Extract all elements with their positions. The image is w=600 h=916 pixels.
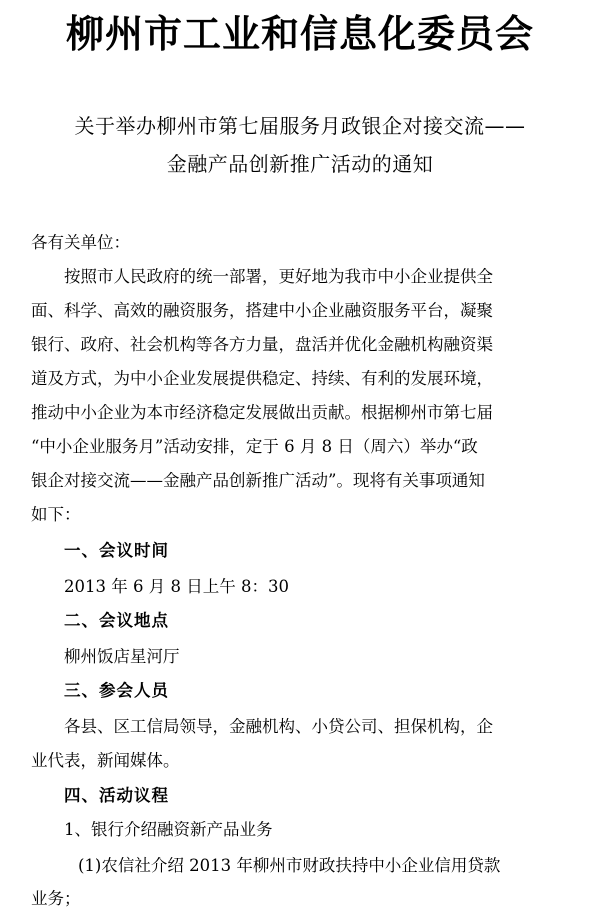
intro-paragraph-line: 按照市人民政府的统一部署，更好地为我市中小企业提供全 xyxy=(64,267,493,286)
issuing-organization-header: 柳州市工业和信息化委员会 xyxy=(65,12,534,56)
intro-paragraph-line: 面、科学、高效的融资服务，搭建中小企业融资服务平台，凝聚 xyxy=(31,301,493,320)
intro-paragraph-line: 银企对接交流——金融产品创新推广活动”。现将有关事项通知 xyxy=(31,471,485,490)
attendees-line-1: 各县、区工信局领导，金融机构、小贷公司、担保机构，企 xyxy=(64,717,493,736)
section-heading-agenda: 四、活动议程 xyxy=(64,786,169,805)
section-heading-attendees: 三、参会人员 xyxy=(64,681,169,700)
salutation: 各有关单位： xyxy=(31,233,130,252)
agenda-sub-item-1-line-1: (1)农信社介绍 2013 年柳州市财政扶持中小企业信用贷款 xyxy=(78,856,501,875)
intro-paragraph-line: 如下： xyxy=(31,505,81,524)
notice-title-line-2: 金融产品创新推广活动的通知 xyxy=(166,152,434,176)
intro-paragraph-line: 银行、政府、社会机构等各方力量，盘活并优化金融机构融资渠 xyxy=(31,335,493,354)
section-heading-meeting-venue: 二、会议地点 xyxy=(64,611,169,630)
meeting-venue-value: 柳州饭店星河厅 xyxy=(64,647,180,666)
agenda-item-1: 1、银行介绍融资新产品业务 xyxy=(64,820,273,839)
intro-paragraph-line: “中小企业服务月”活动安排，定于 6 月 8 日（周六）举办“政 xyxy=(31,437,478,456)
meeting-time-value: 2013 年 6 月 8 日上午 8：30 xyxy=(64,577,289,596)
notice-title-line-1: 关于举办柳州市第七届服务月政银企对接交流—— xyxy=(74,114,526,138)
agenda-sub-item-1-line-2: 业务； xyxy=(31,889,81,908)
intro-paragraph-line: 推动中小企业为本市经济稳定发展做出贡献。根据柳州市第七届 xyxy=(31,403,493,422)
attendees-line-2: 业代表，新闻媒体。 xyxy=(31,751,180,770)
section-heading-meeting-time: 一、会议时间 xyxy=(64,541,169,560)
intro-paragraph-line: 道及方式，为中小企业发展提供稳定、持续、有利的发展环境， xyxy=(31,369,493,388)
